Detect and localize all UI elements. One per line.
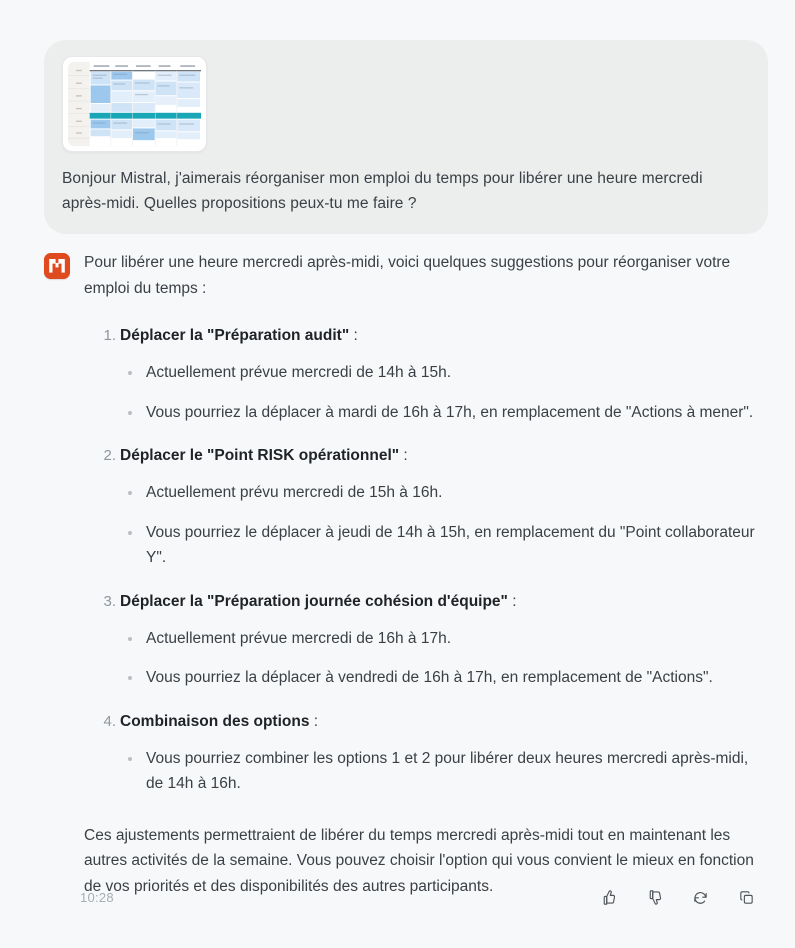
suggestions-list xyxy=(84,323,768,797)
thumbs-up-icon xyxy=(600,889,617,906)
list-item xyxy=(120,443,768,571)
step-title-colon: : xyxy=(507,592,517,610)
list-item xyxy=(120,589,768,691)
thumbs-down-button[interactable] xyxy=(643,886,665,908)
list-item: Vous pourriez combiner les options 1 et 2 pour libérer deux heures mercredi après-midi, de 14h à 16h. xyxy=(146,746,768,797)
list-item: Vous pourriez le déplacer à jeudi de 14h à 15h, en remplacement du "Point collaborateur Y". xyxy=(146,520,768,571)
regenerate-icon xyxy=(692,889,709,906)
assistant-message xyxy=(44,250,768,899)
list-item: Vous pourriez la déplacer à mardi de 16h à 17h, en remplacement de "Actions à mener". xyxy=(146,400,768,426)
thumbs-down-icon xyxy=(646,889,663,906)
step-title-text: Déplacer le "Point RISK opérationnel" xyxy=(120,447,400,464)
step-sub-list xyxy=(120,360,768,425)
step-title-text: Combinaison des options xyxy=(120,712,310,730)
attachment-preview xyxy=(68,62,201,146)
copy-icon xyxy=(738,889,755,906)
mistral-mark xyxy=(44,253,70,279)
step-title-colon: : xyxy=(309,712,319,730)
user-message-bubble xyxy=(44,40,768,234)
assistant-message-body xyxy=(84,250,768,899)
list-item: Actuellement prévu mercredi de 15h à 16h. xyxy=(146,480,768,506)
step-sub-list xyxy=(120,480,768,571)
step-title-colon: : xyxy=(349,327,358,344)
user-message-text: Bonjour Mistral, j'aimerais réorganiser mon emploi du temps pour libérer une heure mercredi après-midi. Quelles propositions peux-tu me faire ? xyxy=(62,170,703,212)
regenerate-button[interactable] xyxy=(689,886,711,908)
step-sub-list xyxy=(120,626,768,691)
attachment-thumbnail[interactable] xyxy=(62,56,207,152)
list-item: Vous pourriez la déplacer à vendredi de 16h à 17h, en remplacement de "Actions". xyxy=(146,665,768,691)
list-item: Actuellement prévue mercredi de 14h à 15h. xyxy=(146,360,768,386)
mistral-logo-icon xyxy=(44,253,70,279)
message-footer xyxy=(80,886,757,908)
step-title xyxy=(120,589,768,614)
assistant-intro-paragraph: Pour libérer une heure mercredi après-midi, voici quelques suggestions pour réorganiser votre emploi du temps : xyxy=(84,254,731,297)
message-timestamp: 10:28 xyxy=(80,889,114,905)
step-title xyxy=(120,323,768,348)
list-item: Actuellement prévue mercredi de 16h à 17h. xyxy=(146,626,768,652)
assistant-closing-paragraph: Ces ajustements permettraient de libérer du temps mercredi après-midi tout en maintenant les autres activités de la semaine. Vous pouvez choisir l'option qui vous convient le mieux en fonction de vos priorités et des disponibilités des autres participants. xyxy=(84,826,754,895)
step-title xyxy=(120,709,768,734)
calendar-screenshot-icon xyxy=(68,62,201,146)
list-item xyxy=(120,323,768,425)
step-title xyxy=(120,443,768,468)
thumbs-up-button[interactable] xyxy=(597,886,619,908)
step-title-colon: : xyxy=(399,447,408,464)
copy-button[interactable] xyxy=(735,886,757,908)
step-sub-list xyxy=(120,746,768,797)
list-item xyxy=(120,709,768,797)
step-title-text: Déplacer la "Préparation journée cohésion d'équipe" xyxy=(120,592,508,610)
step-title-text: Déplacer la "Préparation audit" xyxy=(120,327,350,344)
message-actions xyxy=(597,886,757,908)
